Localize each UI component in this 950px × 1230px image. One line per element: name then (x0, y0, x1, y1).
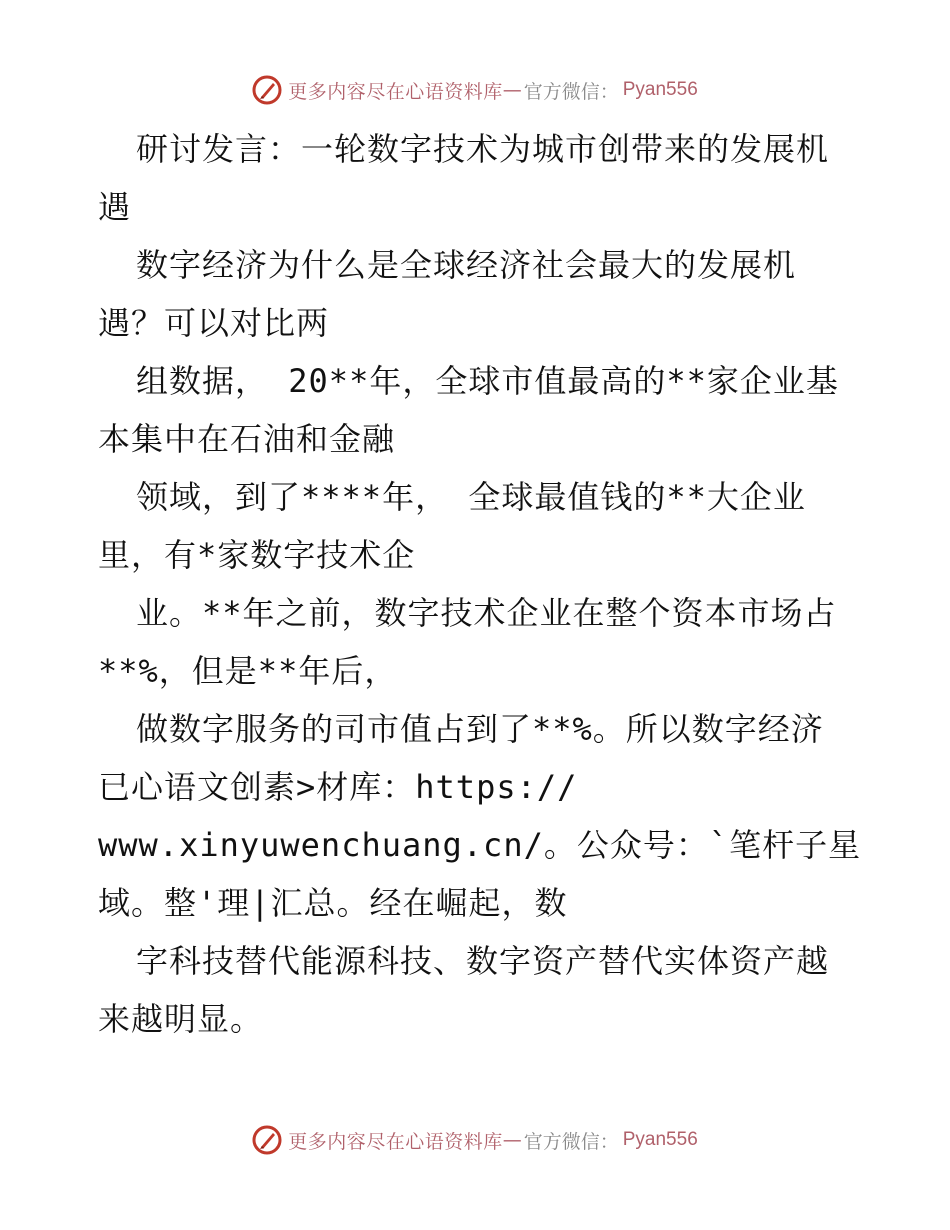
text-line: 来越明显。 (98, 1000, 264, 1038)
header-banner (0, 70, 950, 110)
banner-brand-text: 更多内容尽在心语资料库 (288, 80, 503, 103)
banner-separator: — (502, 1129, 522, 1151)
text-line: 里，有*家数字技术企 (98, 536, 416, 574)
text-line: 字科技替代能源科技、数字资产替代实体资产越 (136, 942, 830, 980)
text-line: 做数字服务的司市值占到了**%。所以数字经济 (136, 710, 824, 748)
banner-official-label: 官方微信： (523, 80, 619, 103)
text-line: 遇 (98, 188, 132, 226)
banner-brand-text: 更多内容尽在心语资料库 (288, 1130, 503, 1153)
text-line: www.xinyuwenchuang.cn/。公众号：`笔杆子星 (98, 826, 862, 864)
quill-logo-icon (252, 75, 282, 105)
text-line: 域。整'理|汇总。经在崛起，数 (98, 884, 568, 922)
banner-wechat-id: Pyan556 (622, 1129, 698, 1150)
text-line: 领域，到了****年， 全球最值钱的**大企业 (136, 478, 806, 516)
banner-separator: — (502, 79, 522, 101)
text-line: 本集中在石油和金融 (98, 420, 396, 458)
banner-wechat-id: Pyan556 (622, 79, 698, 100)
text-line: 遇？可以对比两 (98, 304, 330, 342)
text-line: 业。**年之前，数字技术企业在整个资本市场占 (136, 594, 837, 632)
text-line: 组数据， 20**年，全球市值最高的**家企业基 (136, 362, 839, 400)
quill-logo-icon (252, 1125, 282, 1155)
text-line: 已心语文创素>材库：https:// (98, 768, 578, 806)
text-line: 数字经济为什么是全球经济社会最大的发展机 (136, 246, 797, 284)
text-line: 研讨发言：一轮数字技术为城市创带来的发展机 (136, 130, 830, 168)
footer-banner (0, 1120, 950, 1160)
banner-official-label: 官方微信： (523, 1130, 619, 1153)
document-body (98, 120, 862, 1048)
text-line: **%，但是**年后， (98, 652, 398, 690)
